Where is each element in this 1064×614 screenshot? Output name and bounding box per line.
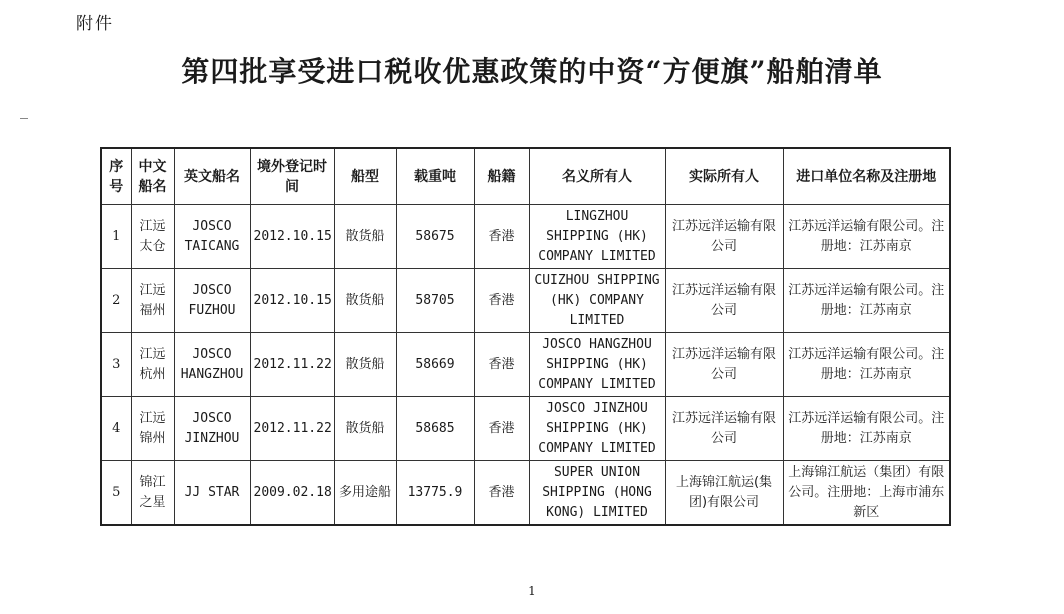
- cell-en-name: JOSCO HANGZHOU: [174, 333, 250, 397]
- cell-cn-name: 江远太仓: [131, 205, 174, 269]
- cell-no: 2: [101, 269, 131, 333]
- col-header-dwt: 载重吨: [396, 148, 474, 205]
- col-header-nominal-owner: 名义所有人: [529, 148, 665, 205]
- cell-actual-owner: 江苏远洋运输有限公司: [665, 333, 783, 397]
- cell-actual-owner: 江苏远洋运输有限公司: [665, 397, 783, 461]
- cell-type: 散货船: [334, 269, 396, 333]
- col-header-importer: 进口单位名称及注册地: [783, 148, 950, 205]
- table-row: [101, 333, 950, 397]
- cell-en-name: JOSCO TAICANG: [174, 205, 250, 269]
- page-number: 1: [528, 584, 536, 598]
- cell-importer: 江苏远洋运输有限公司。注册地：江苏南京: [783, 269, 950, 333]
- table-row: [101, 397, 950, 461]
- cell-flag: 香港: [474, 269, 529, 333]
- cell-no: 5: [101, 461, 131, 526]
- cell-nominal-owner: CUIZHOU SHIPPING (HK) COMPANY LIMITED: [529, 269, 665, 333]
- cell-dwt: 58685: [396, 397, 474, 461]
- document-title: 第四批享受进口税收优惠政策的中资“方便旗”船舶清单: [181, 55, 883, 88]
- cell-flag: 香港: [474, 461, 529, 526]
- col-header-reg-date: 境外登记时间: [250, 148, 334, 205]
- cell-importer: 江苏远洋运输有限公司。注册地：江苏南京: [783, 333, 950, 397]
- cell-actual-owner: 上海锦江航运(集团)有限公司: [665, 461, 783, 526]
- table-header-row: [101, 148, 950, 205]
- cell-en-name: JOSCO FUZHOU: [174, 269, 250, 333]
- cell-importer: 江苏远洋运输有限公司。注册地：江苏南京: [783, 205, 950, 269]
- cell-actual-owner: 江苏远洋运输有限公司: [665, 205, 783, 269]
- cell-reg-date: 2012.10.15: [250, 269, 334, 333]
- cell-no: 1: [101, 205, 131, 269]
- cell-no: 3: [101, 333, 131, 397]
- attachment-label: 附件: [76, 14, 114, 34]
- cell-importer: 上海锦江航运（集团）有限公司。注册地：上海市浦东新区: [783, 461, 950, 526]
- cell-en-name: JOSCO JINZHOU: [174, 397, 250, 461]
- cell-type: 散货船: [334, 333, 396, 397]
- cell-nominal-owner: JOSCO JINZHOU SHIPPING (HK) COMPANY LIMITED: [529, 397, 665, 461]
- cell-no: 4: [101, 397, 131, 461]
- cell-cn-name: 江远杭州: [131, 333, 174, 397]
- table-row: [101, 461, 950, 526]
- cell-nominal-owner: JOSCO HANGZHOU SHIPPING (HK) COMPANY LIMITED: [529, 333, 665, 397]
- table-row: [101, 205, 950, 269]
- cell-type: 散货船: [334, 205, 396, 269]
- col-header-no: 序号: [101, 148, 131, 205]
- cell-type: 散货船: [334, 397, 396, 461]
- cell-cn-name: 江远福州: [131, 269, 174, 333]
- cell-reg-date: 2012.11.22: [250, 333, 334, 397]
- cell-dwt: 58705: [396, 269, 474, 333]
- cell-nominal-owner: LINGZHOU SHIPPING (HK) COMPANY LIMITED: [529, 205, 665, 269]
- cell-reg-date: 2009.02.18: [250, 461, 334, 526]
- col-header-actual-owner: 实际所有人: [665, 148, 783, 205]
- col-header-flag: 船籍: [474, 148, 529, 205]
- cell-importer: 江苏远洋运输有限公司。注册地：江苏南京: [783, 397, 950, 461]
- cell-nominal-owner: SUPER UNION SHIPPING (HONG KONG) LIMITED: [529, 461, 665, 526]
- cell-cn-name: 江远锦州: [131, 397, 174, 461]
- cell-flag: 香港: [474, 397, 529, 461]
- cell-cn-name: 锦江之星: [131, 461, 174, 526]
- cell-dwt: 58669: [396, 333, 474, 397]
- cell-dwt: 58675: [396, 205, 474, 269]
- cell-flag: 香港: [474, 333, 529, 397]
- ship-list-table: [100, 147, 951, 526]
- cell-dwt: 13775.9: [396, 461, 474, 526]
- cell-en-name: JJ STAR: [174, 461, 250, 526]
- table-row: [101, 269, 950, 333]
- cell-actual-owner: 江苏远洋运输有限公司: [665, 269, 783, 333]
- cell-reg-date: 2012.11.22: [250, 397, 334, 461]
- cell-flag: 香港: [474, 205, 529, 269]
- col-header-cn-name: 中文船名: [131, 148, 174, 205]
- cell-type: 多用途船: [334, 461, 396, 526]
- cell-reg-date: 2012.10.15: [250, 205, 334, 269]
- col-header-type: 船型: [334, 148, 396, 205]
- scan-speck: [20, 118, 28, 119]
- col-header-en-name: 英文船名: [174, 148, 250, 205]
